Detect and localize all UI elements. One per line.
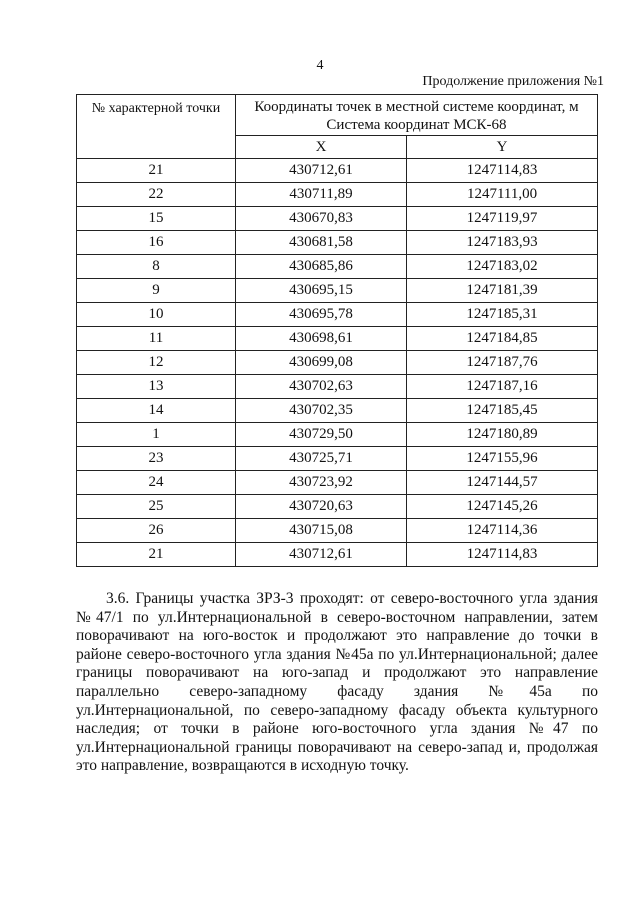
cell-point: 14 xyxy=(77,399,236,423)
cell-point: 23 xyxy=(77,447,236,471)
table-row xyxy=(77,447,598,471)
table-row xyxy=(77,495,598,519)
cell-point: 11 xyxy=(77,327,236,351)
page-number: 4 xyxy=(316,58,324,73)
cell-point: 10 xyxy=(77,303,236,327)
table-row xyxy=(77,471,598,495)
cell-x: 430698,61 xyxy=(236,327,407,351)
cell-y: 1247187,16 xyxy=(407,375,598,399)
table-row xyxy=(77,375,598,399)
cell-y: 1247119,97 xyxy=(407,207,598,231)
cell-point: 26 xyxy=(77,519,236,543)
table-row xyxy=(77,519,598,543)
cell-point: 12 xyxy=(77,351,236,375)
cell-y: 1247155,96 xyxy=(407,447,598,471)
cell-point: 25 xyxy=(77,495,236,519)
cell-x: 430702,63 xyxy=(236,375,407,399)
table-row xyxy=(77,159,598,183)
cell-y: 1247185,45 xyxy=(407,399,598,423)
cell-x: 430695,15 xyxy=(236,279,407,303)
cell-y: 1247181,39 xyxy=(407,279,598,303)
header-y: Y xyxy=(407,136,598,159)
cell-x: 430712,61 xyxy=(236,159,407,183)
header-x: X xyxy=(236,136,407,159)
table-row xyxy=(77,231,598,255)
cell-point: 24 xyxy=(77,471,236,495)
cell-y: 1247183,02 xyxy=(407,255,598,279)
cell-y: 1247187,76 xyxy=(407,351,598,375)
cell-point: 21 xyxy=(77,543,236,567)
header-coordinates-line2: Система координат МСК-68 xyxy=(326,117,507,133)
table-row xyxy=(77,279,598,303)
cell-x: 430723,92 xyxy=(236,471,407,495)
cell-x: 430699,08 xyxy=(236,351,407,375)
cell-x: 430711,89 xyxy=(236,183,407,207)
table-row xyxy=(77,327,598,351)
table-header-row xyxy=(77,95,598,136)
header-point-number: № характерной точки xyxy=(77,95,236,159)
cell-y: 1247145,26 xyxy=(407,495,598,519)
cell-x: 430695,78 xyxy=(236,303,407,327)
cell-x: 430720,63 xyxy=(236,495,407,519)
cell-point: 1 xyxy=(77,423,236,447)
cell-y: 1247114,36 xyxy=(407,519,598,543)
cell-y: 1247183,93 xyxy=(407,231,598,255)
coordinates-table xyxy=(76,94,598,567)
cell-point: 9 xyxy=(77,279,236,303)
appendix-note: Продолжение приложения №1 xyxy=(422,74,604,89)
table-row xyxy=(77,255,598,279)
cell-x: 430725,71 xyxy=(236,447,407,471)
cell-x: 430685,86 xyxy=(236,255,407,279)
cell-x: 430712,61 xyxy=(236,543,407,567)
cell-x: 430729,50 xyxy=(236,423,407,447)
cell-x: 430681,58 xyxy=(236,231,407,255)
header-coordinates-line1: Координаты точек в местной системе координат, м xyxy=(254,99,579,115)
table-row xyxy=(77,423,598,447)
cell-y: 1247114,83 xyxy=(407,159,598,183)
table-row xyxy=(77,399,598,423)
table-row xyxy=(77,207,598,231)
cell-point: 15 xyxy=(77,207,236,231)
cell-y: 1247114,83 xyxy=(407,543,598,567)
table-row xyxy=(77,543,598,567)
table-body xyxy=(77,159,598,567)
cell-point: 21 xyxy=(77,159,236,183)
cell-y: 1247180,89 xyxy=(407,423,598,447)
cell-y: 1247185,31 xyxy=(407,303,598,327)
cell-point: 22 xyxy=(77,183,236,207)
cell-x: 430670,83 xyxy=(236,207,407,231)
table-row xyxy=(77,351,598,375)
cell-x: 430702,35 xyxy=(236,399,407,423)
table-row xyxy=(77,183,598,207)
header-coordinates xyxy=(236,95,598,136)
cell-point: 16 xyxy=(77,231,236,255)
cell-point: 13 xyxy=(77,375,236,399)
cell-x: 430715,08 xyxy=(236,519,407,543)
cell-y: 1247184,85 xyxy=(407,327,598,351)
cell-point: 8 xyxy=(77,255,236,279)
table-row xyxy=(77,303,598,327)
cell-y: 1247111,00 xyxy=(407,183,598,207)
cell-y: 1247144,57 xyxy=(407,471,598,495)
boundary-description: 3.6. Границы участка ЗРЗ-3 проходят: от северо-восточного угла здания №47/1 по ул.Интернациональной в северо-восточном направлении, затем поворачивают на юго-восток и продолжают это направление до точки в районе северо-восточного угла здания №45а по ул.Интернациональной; далее границы поворачивают на юго-запад и продолжают это направление параллельно северо-западному фасаду здания №45а по ул.Интернациональной, по северо-западному фасаду объекта культурного наследия; от точки в районе юго-восточного угла здания №47 по ул.Интернациональной границы поворачивают на северо-запад и, продолжая это направление, возвращаются в исходную точку. xyxy=(76,590,598,775)
